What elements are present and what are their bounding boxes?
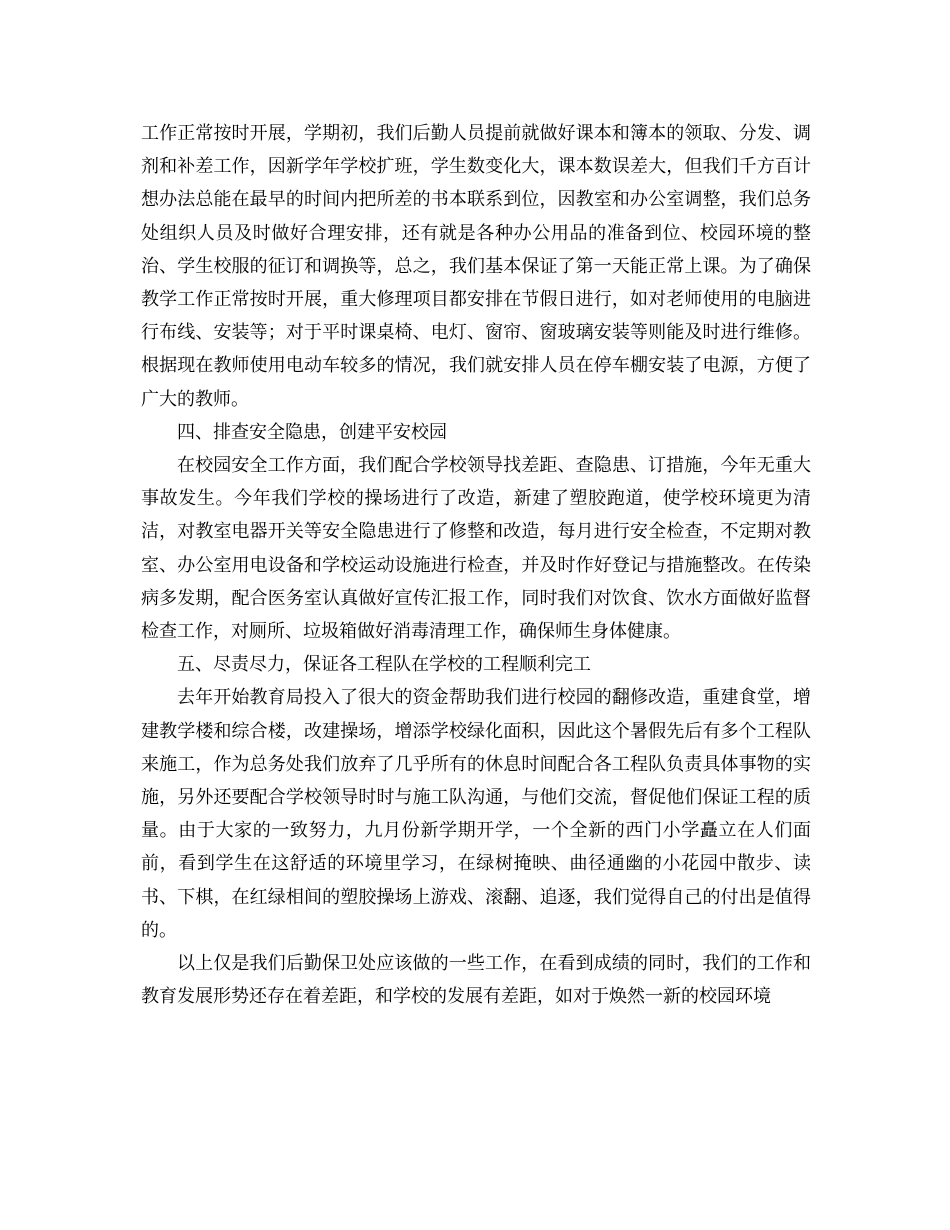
section-heading-safety: 四、排查安全隐患，创建平安校园 <box>177 421 447 443</box>
document-page <box>141 117 811 1013</box>
section-heading-construction: 五、尽责尽力，保证各工程队在学校的工程顺利完工 <box>177 654 591 676</box>
paragraph-campus-safety: 在校园安全工作方面，我们配合学校领导找差距、查隐患、订措施，今年无重大事故发生。今年我们学校的操场进行了改造，新建了塑胶跑道，使学校环境更为清洁，对教室电器开关等安全隐患进行了修整和改造，每月进行安全检查，不定期对教室、办公室用电设备和学校运动设施进行检查，并及时作好登记与措施整改。在传染病多发期，配合医务室认真做好宣传汇报工作，同时我们对饮食、饮水方面做好监督检查工作，对厕所、垃圾箱做好消毒清理工作，确保师生身体健康。 <box>141 455 811 643</box>
paragraph-construction-work: 去年开始教育局投入了很大的资金帮助我们进行校园的翻修改造，重建食堂，增建教学楼和综合楼，改建操场，增添学校绿化面积，因此这个暑假先后有多个工程队来施工，作为总务处我们放弃了几乎所有的休息时间配合各工程队负责具体事物的实施，另外还要配合学校领导时时与施工队沟通，与他们交流，督促他们保证工程的质量。由于大家的一致努力，九月份新学期开学，一个全新的西门小学矗立在人们面前，看到学生在这舒适的环境里学习，在绿树掩映、曲径通幽的小花园中散步、读书、下棋，在红绿相间的塑胶操场上游戏、滚翻、追逐，我们觉得自己的付出是值得的。 <box>141 687 811 941</box>
paragraph-summary: 以上仅是我们后勤保卫处应该做的一些工作，在看到成绩的同时，我们的工作和教育发展形势还存在着差距，和学校的发展有差距，如对于焕然一新的校园环境 <box>141 953 811 1008</box>
paragraph-logistics-work: 工作正常按时开展，学期初，我们后勤人员提前就做好课本和簿本的领取、分发、调剂和补差工作，因新学年学校扩班，学生数变化大，课本数误差大，但我们千方百计想办法总能在最早的时间内把所差的书本联系到位，因教室和办公室调整，我们总务处组织人员及时做好合理安排，还有就是各种办公用品的准备到位、校园环境的整治、学生校服的征订和调换等，总之，我们基本保证了第一天能正常上课。为了确保教学工作正常按时开展，重大修理项目都安排在节假日进行，如对老师使用的电脑进行布线、安装等；对于平时课桌椅、电灯、窗帘、窗玻璃安装等则能及时进行维修。根据现在教师使用电动车较多的情况，我们就安排人员在停车棚安装了电源，方便了广大的教师。 <box>141 123 811 410</box>
